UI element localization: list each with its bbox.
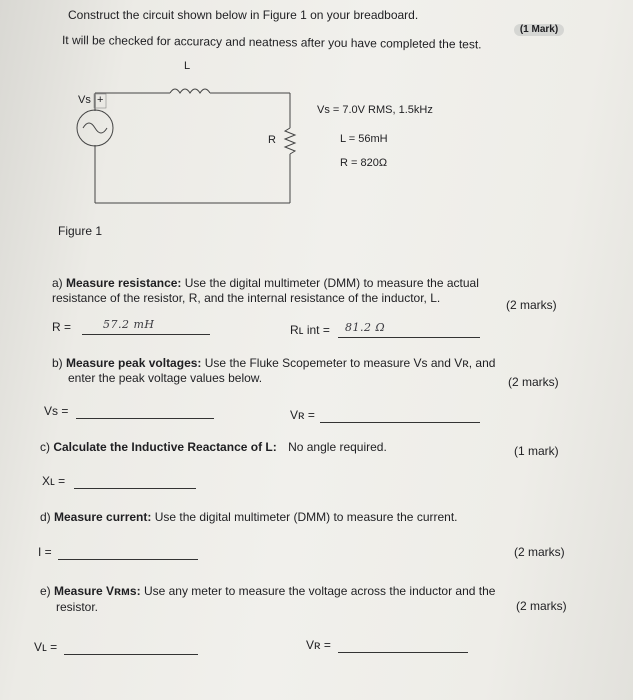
- part-b-vr-answer-line: [320, 422, 480, 423]
- part-a-text-2: resistance of the resistor, R, and the internal resistance of the inductor, L.: [52, 291, 441, 305]
- part-a-prefix: a): [52, 276, 63, 290]
- part-a-rl-label: Rʟ int =: [290, 323, 330, 337]
- part-e-vr-answer-line: [338, 652, 468, 653]
- circuit-diagram: [0, 0, 633, 260]
- part-b-vr-label: Vʀ =: [290, 408, 315, 422]
- part-c-marks: (1 mark): [514, 444, 559, 458]
- part-b-marks: (2 marks): [508, 375, 559, 389]
- part-b-text-2: enter the peak voltage values below.: [68, 371, 263, 385]
- part-b-vs-label: Vs =: [44, 404, 69, 418]
- inductor-coil: [170, 89, 210, 93]
- part-b-heading: Measure peak voltages:: [66, 356, 202, 370]
- part-a-line-1: [52, 276, 479, 290]
- spec-source-voltage: Vs = 7.0V RMS, 1.5kHz: [317, 104, 433, 116]
- figure-caption: Figure 1: [58, 224, 103, 238]
- source-plus-sign: +: [97, 94, 104, 106]
- part-b-prefix: b): [52, 356, 63, 370]
- header-marks-badge: (1 Mark): [514, 24, 564, 36]
- resistor-zigzag: [285, 128, 295, 154]
- part-c-heading: Calculate the Inductive Reactance of L:: [53, 440, 277, 454]
- part-a-text-1: Use the digital multimeter (DMM) to measure the actual: [184, 276, 479, 290]
- instruction-line-2: It will be checked for accuracy and neatness after you have completed the test.: [61, 33, 482, 52]
- part-a-r-handwritten-value: 57.2 mH: [103, 318, 155, 331]
- part-d-text: Use the digital multimeter (DMM) to measure the current.: [154, 510, 458, 524]
- instruction-line-1: Construct the circuit shown below in Figure 1 on your breadboard.: [68, 8, 419, 22]
- part-e-vl-answer-line: [64, 654, 198, 655]
- part-d-prefix: d): [40, 510, 51, 524]
- part-d-i-label: I =: [38, 545, 52, 559]
- part-d-heading: Measure current:: [54, 510, 152, 524]
- part-d-line: [40, 510, 458, 524]
- part-a-marks: (2 marks): [506, 298, 557, 312]
- inductor-label: L: [184, 60, 191, 72]
- part-c-prefix: c): [40, 440, 50, 454]
- part-e-vr-label: Vʀ =: [306, 638, 331, 652]
- part-a-rl-answer-line: [338, 337, 480, 338]
- part-e-heading: Measure Vʀᴍѕ:: [54, 584, 141, 598]
- part-e-vl-label: Vʟ =: [34, 640, 58, 654]
- part-e-text-2: resistor.: [56, 600, 99, 614]
- part-c-line: [40, 440, 387, 454]
- part-e-text-1: Use any meter to measure the voltage across the inductor and the: [143, 584, 496, 598]
- part-e-marks: (2 marks): [516, 599, 567, 613]
- part-c-text: No angle required.: [288, 440, 387, 454]
- sine-wave-symbol: [83, 123, 107, 133]
- part-a-rl-handwritten-value: 81.2 Ω: [345, 321, 386, 334]
- resistor-label: R: [268, 134, 276, 146]
- spec-resistance: R = 820Ω: [340, 157, 388, 169]
- part-b-line-1: [52, 356, 495, 370]
- part-b-vs-answer-line: [76, 418, 214, 419]
- part-a-r-answer-line: [82, 334, 210, 335]
- source-label: Vs: [78, 94, 91, 106]
- part-a-r-label: R =: [52, 320, 72, 334]
- part-e-line-1: [40, 584, 495, 598]
- part-c-xl-label: Xʟ =: [42, 474, 66, 488]
- spec-inductance: L = 56mH: [340, 133, 388, 145]
- part-a-heading: Measure resistance:: [66, 276, 182, 290]
- part-e-prefix: e): [40, 584, 51, 598]
- part-d-marks: (2 marks): [514, 545, 565, 559]
- part-d-i-answer-line: [58, 559, 198, 560]
- part-c-xl-answer-line: [74, 488, 196, 489]
- part-b-text-1: Use the Fluke Scopemeter to measure Vs and Vʀ, and: [204, 356, 496, 370]
